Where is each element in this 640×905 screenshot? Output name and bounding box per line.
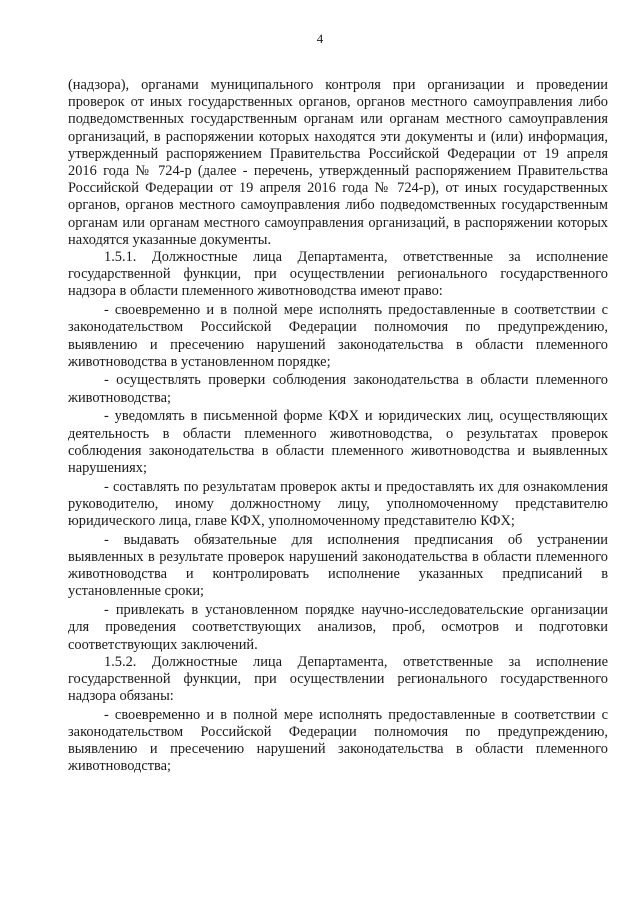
list-item: - осуществлять проверки соблюдения законодательства в области племенного животноводства;: [68, 372, 608, 406]
paragraph-continuation: (надзора), органами муниципального контроля при организации и проведении проверок от иных государственных органов, органов местного самоуправления либо подведомственных государственным органам или органам местного самоуправления организаций, в распоряжении которых находятся эти документы и (или) информация, утвержденный распоряжением Правительства Российской Федерации от 19 апреля 2016 года № 724-р (далее - перечень, утвержденный распоряжением Правительства Российской Федерации от 19 апреля 2016 года № 724-р), от иных государственных органов, органов местного самоуправления либо подведомственных государственным органам или органам местного самоуправления организаций, в распоряжении которых находятся указанные документы.: [68, 77, 608, 248]
list-item: - своевременно и в полной мере исполнять предоставленные в соответствии с законодательством Российской Федерации полномочия по предупреждению, выявлению и пресечению нарушений законодательства в области племенного животноводства в установленном порядке;: [68, 302, 608, 370]
list-item: - своевременно и в полной мере исполнять предоставленные в соответствии с законодательством Российской Федерации полномочия по предупреждению, выявлению и пресечению нарушений законодательства в области племенного животноводства;: [68, 706, 608, 775]
list-item: - выдавать обязательные для исполнения предписания об устранении выявленных в результате проверок нарушений законодательства в области племенного животноводства и контролировать исполнение указанных предписаний в установленные сроки;: [68, 531, 608, 600]
list-item: - привлекать в установленном порядке научно-исследовательские организации для проведения соответствующих анализов, проб, осмотров и подготовки соответствующих заключений.: [68, 602, 608, 653]
page-number: 4: [316, 31, 324, 46]
paragraph-section-1-5-2: 1.5.2. Должностные лица Департамента, ответственные за исполнение государственной функции, при осуществлении регионального государственного надзора обязаны:: [68, 653, 608, 705]
document-body: [68, 77, 608, 776]
list-item: - уведомлять в письменной форме КФХ и юридических лиц, осуществляющих деятельность в области племенного животноводства, о результатах проверок соблюдения законодательства в области племенного животноводства и выявленных нарушениях;: [68, 408, 608, 476]
list-item: - составлять по результатам проверок акты и предоставлять их для ознакомления руководителю, иному должностному лицу, уполномоченному представителю юридического лица, главе КФХ, уполномоченному представителю КФХ;: [68, 478, 608, 530]
paragraph-section-1-5-1: 1.5.1. Должностные лица Департамента, ответственные за исполнение государственной функции, при осуществлении регионального государственного надзора в области племенного животноводства имеют право:: [68, 249, 608, 300]
